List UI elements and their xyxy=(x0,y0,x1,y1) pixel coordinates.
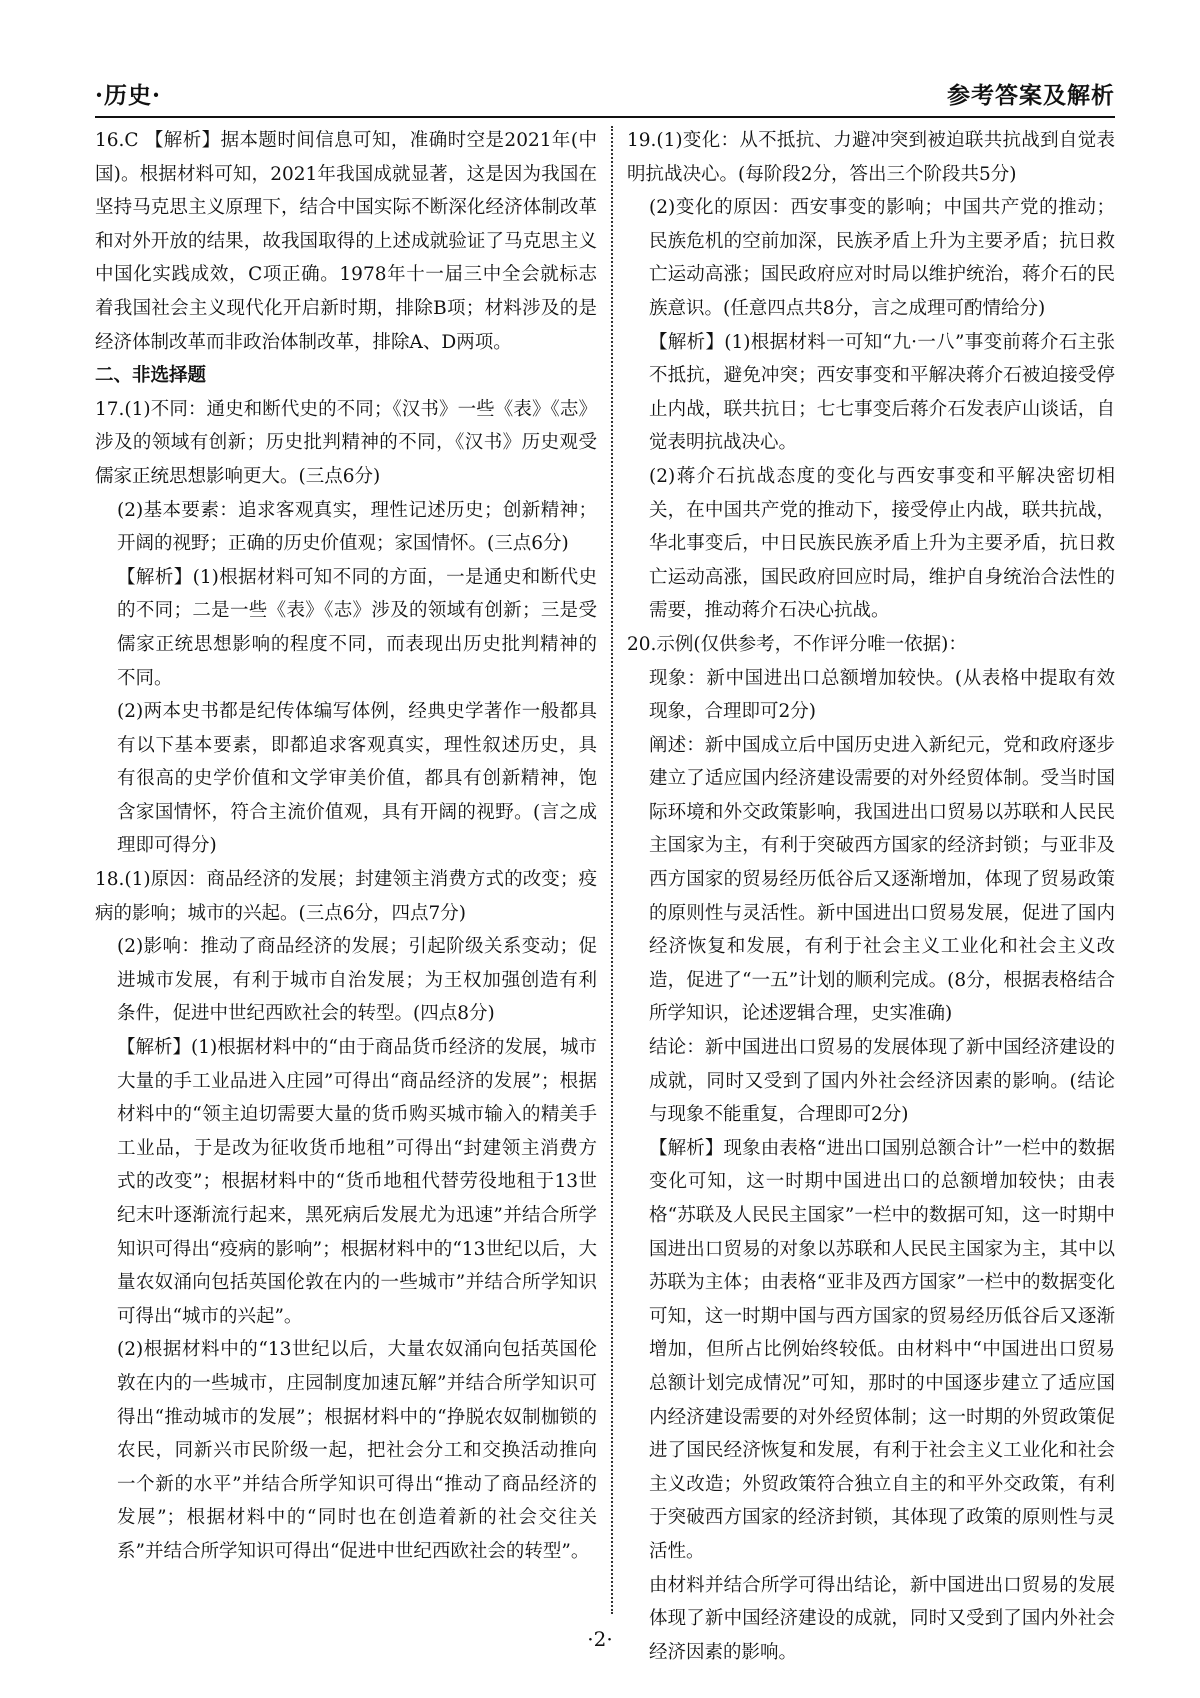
answer-18-part2: (2)影响：推动了商品经济的发展；引起阶级关系变动；促进城市发展，有利于城市自治发展；为王权加强创造有利条件，促进中世纪西欧社会的转型。(四点8分) xyxy=(117,936,597,1025)
answer-18-part1: 18.(1)原因：商品经济的发展；封建领主消费方式的改变；疫病的影响；城市的兴起。(三点6分，四点7分) xyxy=(95,869,597,924)
answer-19-part1: 19.(1)变化：从不抵抗、力避冲突到被迫联共抗战到自觉表明抗战决心。(每阶段2分，答出三个阶段共5分) xyxy=(627,130,1115,185)
analysis-19-part2: (2)蒋介石抗战态度的变化与西安事变和平解决密切相关，在中国共产党的推动下，接受停止内战，联共抗战，华北事变后，中日民族民族矛盾上升为主要矛盾，抗日救亡运动高涨，国民政府回应时局，维护自身统治合法性的需要，推动蒋介石决心抗战。 xyxy=(649,465,1115,622)
analysis-18-part2: (2)根据材料中的“13世纪以后，大量农奴涌向包括英国伦敦在内的一些城市，庄园制度加速瓦解”并结合所学知识可得出“推动城市的发展”；根据材料中的“挣脱农奴制枷锁的农民，同新兴市民阶级一起，把社会分工和交换活动推向一个新的水平”并结合所学知识可得出“推动了商品经济的发展”；根据材料中的“同时也在创造着新的社会交往关系”并结合所学知识可得出“促进中世纪西欧社会的转型”。 xyxy=(117,1339,597,1562)
answer-16: 16.C 【解析】据本题时间信息可知，准确时空是2021年(中国)。根据材料可知，2021年我国成就显著，这是因为我国在坚持马克思主义原理下，结合中国实际不断深化经济体制改革和对外开放的结果，故我国取得的上述成就验证了马克思主义中国化实践成效，C项正确。1978年十一届三中全会就标志着我国社会主义现代化开启新时期，排除B项；材料涉及的是经济体制改革而非政治体制改革，排除A、D两项。 xyxy=(95,130,597,353)
answer-19-part2: (2)变化的原因：西安事变的影响；中国共产党的推动；民族危机的空前加深，民族矛盾上升为主要矛盾；抗日救亡运动高涨；国民政府应对时局以维护统治，蒋介石的民族意识。(任意四点共8分，言之成理可酌情给分) xyxy=(649,197,1115,319)
column-divider xyxy=(611,126,613,1614)
page-header xyxy=(95,76,1115,118)
analysis-19-part1: 【解析】(1)根据材料一可知“九·一八”事变前蒋介石主张不抵抗，避免冲突；西安事变和平解决蒋介石被迫接受停止内战，联共抗日；七七事变后蒋介石发表庐山谈话，自觉表明抗战决心。 xyxy=(649,331,1115,454)
answer-20-conclusion: 结论：新中国进出口贸易的发展体现了新中国经济建设的成就，同时又受到了国内外社会经济因素的影响。(结论与现象不能重复，合理即可2分) xyxy=(649,1037,1115,1126)
analysis-18-part1: 【解析】(1)根据材料中的“由于商品货币经济的发展，城市大量的手工业品进入庄园”可得出“商品经济的发展”；根据材料中的“领主迫切需要大量的货币购买城市输入的精美手工业品，于是改为征收货币地租”可得出“封建领主消费方式的改变”；根据材料中的“货币地租代替劳役地租于13世纪末叶逐渐流行起来，黑死病后发展尤为迅速”并结合所学知识可得出“疫病的影响”；根据材料中的“13世纪以后，大量农奴涌向包括英国伦敦在内的一些城市”并结合所学知识可得出“城市的兴起”。 xyxy=(117,1037,597,1327)
answer-20-intro: 20.示例(仅供参考，不作评分唯一依据)： xyxy=(627,633,967,655)
answer-17-part1: 17.(1)不同：通史和断代史的不同；《汉书》一些《表》《志》涉及的领域有创新；历史批判精神的不同，《汉书》历史观受儒家正统思想影响更大。(三点6分) xyxy=(95,398,597,487)
answer-20-phenomenon: 现象：新中国进出口总额增加较快。(从表格中提取有效现象，合理即可2分) xyxy=(649,667,1115,723)
subject-label: ·历史· xyxy=(95,82,162,109)
analysis-17-part2: (2)两本史书都是纪传体编写体例，经典史学著作一般都具有以下基本要素，即都追求客观真实，理性叙述历史，具有很高的史学价值和文学审美价值，都具有创新精神，饱含家国情怀，符合主流价值观，具有开阔的视野。(言之成理即可得分) xyxy=(117,701,597,857)
analysis-20-end: 由材料并结合所学可得出结论，新中国进出口贸易的发展体现了新中国经济建设的成就，同时又受到了国内外社会经济因素的影响。 xyxy=(649,1574,1115,1663)
header-title: 参考答案及解析 xyxy=(947,82,1115,109)
answer-17-part2: (2)基本要素：追求客观真实，理性记述历史；创新精神；开阔的视野；正确的历史价值观；家国情怀。(三点6分) xyxy=(117,499,597,555)
right-column xyxy=(627,124,1115,1669)
analysis-17-part1: 【解析】(1)根据材料可知不同的方面，一是通史和断代史的不同；二是一些《表》《志》涉及的领域有创新；三是受儒家正统思想影响的程度不同，而表现出历史批判精神的不同。 xyxy=(117,566,597,689)
page-number: ·2· xyxy=(587,1627,613,1651)
answer-20-elaboration: 阐述：新中国成立后中国历史进入新纪元，党和政府逐步建立了适应国内经济建设需要的对外经贸体制。受当时国际环境和外交政策影响，我国进出口贸易以苏联和人民民主国家为主，有利于突破西方国家的经济封锁；与亚非及西方国家的贸易经历低谷后又逐渐增加，体现了贸易政策的原则性与灵活性。新中国进出口贸易发展，促进了国内经济恢复和发展，有利于社会主义工业化和社会主义改造，促进了“一五”计划的顺利完成。(8分，根据表格结合所学知识，论述逻辑合理，史实准确) xyxy=(649,734,1115,1025)
left-column xyxy=(95,124,597,1569)
section-heading: 二、非选择题 xyxy=(95,365,207,387)
analysis-20: 【解析】现象由表格“进出口国别总额合计”一栏中的数据变化可知，这一时期中国进出口的总额增加较快；由表格“苏联及人民民主国家”一栏中的数据可知，这一时期中国进出口贸易的对象以苏联和人民民主国家为主，其中以苏联为主体；由表格“亚非及西方国家”一栏中的数据变化可知，这一时期中国与西方国家的贸易经历低谷后又逐渐增加，但所占比例始终较低。由材料中“中国进出口贸易总额计划完成情况”可知，那时的中国逐步建立了适应国内经济建设需要的对外经贸体制；这一时期的外贸政策促进了国民经济恢复和发展，有利于社会主义工业化和社会主义改造；外贸政策符合独立自主的和平外交政策，有利于突破西方国家的经济封锁，其体现了政策的原则性与灵活性。 xyxy=(649,1137,1115,1562)
